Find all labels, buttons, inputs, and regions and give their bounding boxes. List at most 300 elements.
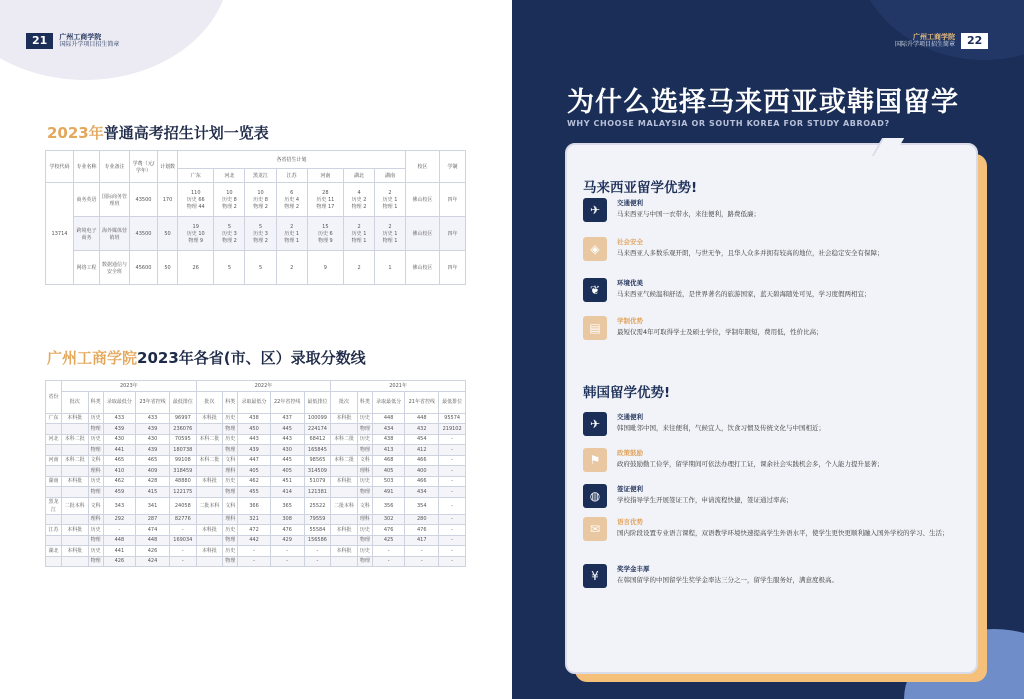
table-cell: 本科批 [196, 476, 223, 487]
table-cell: 6 历史 4 物理 2 [276, 183, 307, 217]
table-cell: 170 [158, 183, 178, 217]
advantage-item [583, 198, 973, 226]
table-cell [331, 514, 358, 525]
table-cell: 51079 [304, 476, 331, 487]
table-cell: 82776 [170, 514, 197, 525]
col-header: 录取最低分 [238, 391, 270, 413]
table-cell: 河北 [46, 434, 62, 445]
table-cell [46, 514, 62, 525]
table-cell: 343 [103, 497, 135, 514]
table-cell: - [439, 445, 466, 456]
table-cell: 2 历史 1 物理 1 [375, 217, 406, 251]
table-cell: 451 [270, 476, 304, 487]
table-cell: 454 [405, 434, 439, 445]
table-cell: - [103, 525, 135, 536]
province-header: 湖南 [375, 169, 406, 183]
table-row [46, 556, 466, 567]
table-cell [331, 445, 358, 456]
advantage-desc: 最短仅需4年可取得学士及硕士学位，学制年限短，费用低，性价比高； [617, 328, 823, 336]
province-header: 江苏 [276, 169, 307, 183]
table-cell: 405 [372, 466, 404, 477]
table-cell: 物理 [88, 535, 103, 546]
table-cell: 439 [238, 445, 270, 456]
table-cell [62, 445, 89, 456]
table-cell: 佛山校区 [406, 251, 440, 285]
table-cell: 本科批 [62, 476, 89, 487]
table-cell: 理科 [357, 466, 372, 477]
table-cell: 物理 [357, 445, 372, 456]
table-cell: - [372, 546, 404, 557]
table-cell: 物理 [357, 487, 372, 498]
province-header: 广东 [178, 169, 214, 183]
table-cell: 本科二批 [62, 434, 89, 445]
year-header: 2022年 [196, 381, 331, 392]
table-cell: 441 [103, 445, 135, 456]
table-cell: 224174 [304, 424, 331, 435]
table-cell: 180738 [170, 445, 197, 456]
table-cell: - [439, 525, 466, 536]
table-cell: 物理 [223, 556, 238, 567]
leaf-icon: ❦ [583, 278, 607, 302]
table-cell: 湖北 [46, 546, 62, 557]
table-cell: 二批本科 [62, 497, 89, 514]
table-cell: - [439, 466, 466, 477]
table-cell: 商务英语 [74, 183, 100, 217]
table-cell: 110 历史 66 物理 44 [178, 183, 214, 217]
table-cell: 河南 [46, 455, 62, 466]
table-cell [196, 445, 223, 456]
brochure-name: 国际升学项目招生简章 [895, 41, 956, 48]
table-cell: 474 [136, 525, 170, 536]
table-cell: 448 [103, 535, 135, 546]
table-cell: 5 [214, 251, 245, 285]
table-cell [331, 466, 358, 477]
table-cell: 430 [136, 434, 170, 445]
table-cell: 432 [405, 424, 439, 435]
table-cell: - [439, 455, 466, 466]
table-cell [196, 487, 223, 498]
table-cell: - [439, 556, 466, 567]
table-cell: 321 [238, 514, 270, 525]
table-cell: 503 [372, 476, 404, 487]
table-cell: 10 历史 8 物理 2 [214, 183, 245, 217]
table-cell: 462 [103, 476, 135, 487]
col-header: 22年省控线 [270, 391, 304, 413]
advantage-title: 签证便利 [617, 485, 643, 493]
table-cell: 156586 [304, 535, 331, 546]
table-cell: 数据通信与安全班 [100, 251, 130, 285]
table-cell: 佛山校区 [406, 217, 440, 251]
table-cell: 本科二批 [62, 455, 89, 466]
table-cell: 理科 [88, 466, 103, 477]
table-cell: 450 [238, 424, 270, 435]
table-cell: 2 历史 1 物理 1 [344, 217, 375, 251]
table-cell: - [439, 546, 466, 557]
table-cell [196, 556, 223, 567]
admission-score-table [45, 380, 466, 567]
table-cell: 356 [372, 497, 404, 514]
table-cell: 26 [178, 251, 214, 285]
table-cell: 文科 [223, 497, 238, 514]
table-cell: 历史 [223, 525, 238, 536]
table-row [46, 514, 466, 525]
table-cell: 414 [270, 487, 304, 498]
table-cell: 本科批 [196, 413, 223, 424]
table-row [46, 217, 466, 251]
advantage-item [583, 278, 973, 306]
table-cell: 二批本科 [196, 497, 223, 514]
table-cell: 433 [103, 413, 135, 424]
school-name: 广州工商学院 [913, 33, 956, 41]
table-cell: 236076 [170, 424, 197, 435]
table-cell [196, 424, 223, 435]
table-cell: 文科 [357, 497, 372, 514]
table-cell: 历史 [223, 476, 238, 487]
table-cell: 280 [405, 514, 439, 525]
enrollment-plan-table [45, 150, 466, 285]
table-cell: 45600 [130, 251, 158, 285]
col-header: 学制 [440, 151, 466, 183]
table-cell: - [439, 497, 466, 514]
table-cell: - [439, 535, 466, 546]
table-cell [331, 535, 358, 546]
table-row [46, 525, 466, 536]
table-cell: 95574 [439, 413, 466, 424]
advantage-item [583, 448, 973, 476]
advantage-desc: 马来西亚与中国一衣带水，来往便利，路费低廉； [617, 210, 760, 218]
table-cell: 428 [136, 476, 170, 487]
advantage-desc: 学校指导学生开展签证工作，申请流程快捷，签证通过率高； [617, 496, 793, 504]
table-cell: 437 [270, 413, 304, 424]
table-cell: 219102 [439, 424, 466, 435]
table-cell: 5 历史 3 物理 2 [245, 217, 276, 251]
table-cell: 2 历史 1 物理 1 [375, 183, 406, 217]
col-header: 最低排位 [439, 391, 466, 413]
table-cell [62, 424, 89, 435]
table-cell: 文科 [88, 455, 103, 466]
table-cell: 354 [405, 497, 439, 514]
table-cell: - [304, 556, 331, 567]
table-cell: 413 [372, 445, 404, 456]
airplane-icon: ✈ [583, 198, 607, 222]
table-cell: 459 [103, 487, 135, 498]
advantage-title: 交通便利 [617, 199, 643, 207]
advantage-item [583, 316, 973, 344]
province-header: 河北 [214, 169, 245, 183]
table-cell: 169034 [170, 535, 197, 546]
table-cell [62, 487, 89, 498]
table-cell: 物理 [223, 487, 238, 498]
table-cell: 442 [238, 535, 270, 546]
table-cell [46, 445, 62, 456]
table-cell: - [439, 434, 466, 445]
table-cell: 物理 [357, 556, 372, 567]
table-cell: 439 [103, 424, 135, 435]
table-cell: 文科 [357, 455, 372, 466]
col-header: 批次 [331, 391, 358, 413]
table-cell: 448 [136, 535, 170, 546]
table-row [46, 251, 466, 285]
year-header: 2021年 [331, 381, 466, 392]
col-header: 科类 [223, 391, 238, 413]
table-cell: 50 [158, 217, 178, 251]
col-header: 录取最低分 [372, 391, 404, 413]
table-cell: 历史 [88, 546, 103, 557]
table-cell: 491 [372, 487, 404, 498]
table-cell: 48880 [170, 476, 197, 487]
table-cell [46, 466, 62, 477]
table-cell: 本科二批 [196, 434, 223, 445]
policy-icon: ⚑ [583, 448, 607, 472]
school-name: 广州工商学院 [59, 33, 102, 41]
table-cell: 426 [103, 556, 135, 567]
table-cell: 本科二批 [196, 455, 223, 466]
col-header: 省份 [46, 381, 62, 414]
table-cell: 历史 [88, 434, 103, 445]
table-cell: 物理 [88, 487, 103, 498]
table-cell: 472 [238, 525, 270, 536]
table-cell: 366 [238, 497, 270, 514]
table-cell: - [170, 525, 197, 536]
table-cell: 43500 [130, 183, 158, 217]
money-bag-icon: ¥ [583, 564, 607, 588]
malaysia-heading: 马来西亚留学优势! [583, 180, 698, 196]
table-cell: 68412 [304, 434, 331, 445]
col-header: 专业名称 [74, 151, 100, 183]
school-code-cell: 13714 [46, 183, 74, 285]
table-cell: 430 [270, 445, 304, 456]
table-cell: 434 [372, 424, 404, 435]
table-cell: 292 [103, 514, 135, 525]
table-cell: 网络工程 [74, 251, 100, 285]
shield-icon: ◈ [583, 237, 607, 261]
advantage-desc: 国内阶段设置专业语言课程，双语教学环境快速提高学生外语水平，使学生更快更顺利融入国外学校的学习、生活； [617, 529, 949, 537]
table-cell: 476 [405, 525, 439, 536]
table-cell: 物理 [223, 535, 238, 546]
table-cell: 江苏 [46, 525, 62, 536]
table-cell: - [439, 487, 466, 498]
table-cell: 本科批 [331, 546, 358, 557]
page-header-right [895, 33, 988, 49]
table-cell: 287 [136, 514, 170, 525]
table-cell [331, 424, 358, 435]
table-cell: 理科 [88, 514, 103, 525]
table-row [46, 476, 466, 487]
col-header: 学校代码 [46, 151, 74, 183]
table-cell: 1 [375, 251, 406, 285]
advantage-item [583, 517, 973, 545]
table-cell [196, 514, 223, 525]
col-header: 学费（元/学年） [130, 151, 158, 183]
table-cell: 100099 [304, 413, 331, 424]
table-cell: 302 [372, 514, 404, 525]
col-header: 最低排位 [304, 391, 331, 413]
table-cell: 122175 [170, 487, 197, 498]
table-cell [46, 424, 62, 435]
col-header: 各省招生计划 [178, 151, 406, 169]
table-cell: 448 [372, 413, 404, 424]
table-cell: 79559 [304, 514, 331, 525]
advantage-item [583, 237, 973, 265]
table-cell: - [439, 514, 466, 525]
page-title: 为什么选择马来西亚或韩国留学 [567, 87, 959, 118]
table-cell: 341 [136, 497, 170, 514]
table-cell: 物理 [88, 424, 103, 435]
table-cell: 448 [405, 413, 439, 424]
table-cell: 历史 [357, 434, 372, 445]
table-cell: 物理 [357, 535, 372, 546]
col-header: 批次 [196, 391, 223, 413]
table-cell: 441 [103, 546, 135, 557]
table-cell: - [238, 556, 270, 567]
table-cell: 本科二批 [331, 455, 358, 466]
table-cell: 四年 [440, 217, 466, 251]
table-cell: 439 [136, 445, 170, 456]
advantage-desc: 马来西亚气候温和舒适，是世界著名的旅游国家，蓝天碧海随处可见，学习度假两相宜； [617, 290, 871, 298]
advantage-desc: 政府鼓励勤工俭学，留学期间可依法办理打工证，课余社会实践机会多，个人能力提升显著； [617, 460, 884, 468]
table-cell: 318459 [170, 466, 197, 477]
table-cell: 439 [136, 424, 170, 435]
table-cell: 438 [372, 434, 404, 445]
advantage-title: 交通便利 [617, 413, 643, 421]
table-cell: 本科批 [196, 546, 223, 557]
table-cell: 70595 [170, 434, 197, 445]
table-cell: 405 [238, 466, 270, 477]
table-cell: 409 [136, 466, 170, 477]
table-cell: 443 [238, 434, 270, 445]
table-cell: 314509 [304, 466, 331, 477]
table-cell [331, 556, 358, 567]
advantage-desc: 在韩国留学的中国留学生奖学金率达三分之一，留学生服务好，满意度极高。 [617, 576, 838, 584]
table-cell: 445 [270, 455, 304, 466]
table-cell [62, 514, 89, 525]
advantage-title: 语言优势 [617, 518, 643, 526]
table-cell: 443 [270, 434, 304, 445]
table-cell: 445 [270, 424, 304, 435]
table-cell: 410 [103, 466, 135, 477]
table-cell [62, 535, 89, 546]
table-cell: 425 [372, 535, 404, 546]
table-cell: - [270, 556, 304, 567]
col-header: 21年省控线 [405, 391, 439, 413]
table-cell: - [372, 556, 404, 567]
table-row [46, 487, 466, 498]
advantage-title: 学制优势 [617, 317, 643, 325]
table-row [46, 434, 466, 445]
table-cell: 二批本科 [331, 497, 358, 514]
table-cell: 24058 [170, 497, 197, 514]
table-cell [62, 556, 89, 567]
table-cell: 50 [158, 251, 178, 285]
table-row [46, 535, 466, 546]
table-cell: 5 [245, 251, 276, 285]
table-cell: 物理 [88, 445, 103, 456]
table-row [46, 546, 466, 557]
table-cell: 历史 [357, 525, 372, 536]
province-header: 河南 [307, 169, 343, 183]
table-cell: 佛山校区 [406, 183, 440, 217]
page-number: 22 [961, 33, 988, 49]
table-cell: 417 [405, 535, 439, 546]
table-cell: 25522 [304, 497, 331, 514]
table-cell: - [439, 476, 466, 487]
table-row [46, 424, 466, 435]
table-cell: 121381 [304, 487, 331, 498]
page-subtitle: WHY CHOOSE MALAYSIA OR SOUTH KOREA FOR STUDY ABROAD? [567, 119, 890, 128]
table-cell: 412 [405, 445, 439, 456]
col-header: 科类 [357, 391, 372, 413]
table-cell: 文科 [223, 455, 238, 466]
table-cell: 429 [270, 535, 304, 546]
table-cell: 466 [405, 476, 439, 487]
table-cell: 476 [372, 525, 404, 536]
decorative-blob [854, 0, 1024, 60]
table-cell: 本科批 [331, 476, 358, 487]
table-cell: 本科批 [331, 525, 358, 536]
advantage-desc: 马来西亚人多数乐观开朗，与世无争，且华人众多并拥有较高的地位，社会稳定安全有保障； [617, 249, 884, 257]
table-cell: 本科批 [62, 525, 89, 536]
airplane-icon: ✈ [583, 412, 607, 436]
table-cell: 400 [405, 466, 439, 477]
table-cell: 2 历史 1 物理 1 [276, 217, 307, 251]
page-header-left [26, 33, 119, 49]
table-row [46, 445, 466, 456]
col-header: 计划数 [158, 151, 178, 183]
page-number: 21 [26, 33, 53, 49]
table-cell: 468 [372, 455, 404, 466]
table-cell: - [170, 546, 197, 557]
table-cell: 55584 [304, 525, 331, 536]
table-cell: 465 [103, 455, 135, 466]
table-cell: 四年 [440, 251, 466, 285]
table-cell [62, 466, 89, 477]
advantage-title: 环境优美 [617, 279, 643, 287]
table-cell: 165845 [304, 445, 331, 456]
col-header: 最低排位 [170, 391, 197, 413]
table-cell: 465 [136, 455, 170, 466]
col-header: 校区 [406, 151, 440, 183]
table-cell: 2 [276, 251, 307, 285]
table-cell: 四年 [440, 183, 466, 217]
score-section-title: 广州工商学院2023年各省(市、区）录取分数线 [47, 349, 366, 367]
table-cell: 415 [136, 487, 170, 498]
advantage-desc: 韩国毗邻中国，来往便利，气候宜人，饮食习惯及传统文化与中国相近； [617, 424, 825, 432]
table-cell: 物理 [223, 445, 238, 456]
table-cell: 466 [405, 455, 439, 466]
table-cell: 433 [136, 413, 170, 424]
advantage-title: 社会安全 [617, 238, 643, 246]
table-cell: 424 [136, 556, 170, 567]
table-cell: 本科二批 [331, 434, 358, 445]
table-cell: - [405, 556, 439, 567]
table-row [46, 466, 466, 477]
table-cell: 15 历史 6 物理 9 [307, 217, 343, 251]
table-cell: 9 [307, 251, 343, 285]
korea-heading: 韩国留学优势! [583, 385, 671, 401]
speech-icon: ✉ [583, 517, 607, 541]
table-cell: 462 [238, 476, 270, 487]
col-header: 批次 [62, 391, 89, 413]
advantage-item [583, 564, 973, 592]
table-cell: 405 [270, 466, 304, 477]
table-cell: 476 [270, 525, 304, 536]
table-cell: 2 [344, 251, 375, 285]
table-cell [331, 487, 358, 498]
table-row [46, 413, 466, 424]
col-header: 录取最低分 [103, 391, 135, 413]
table-cell: 本科批 [62, 546, 89, 557]
table-cell: 历史 [357, 546, 372, 557]
